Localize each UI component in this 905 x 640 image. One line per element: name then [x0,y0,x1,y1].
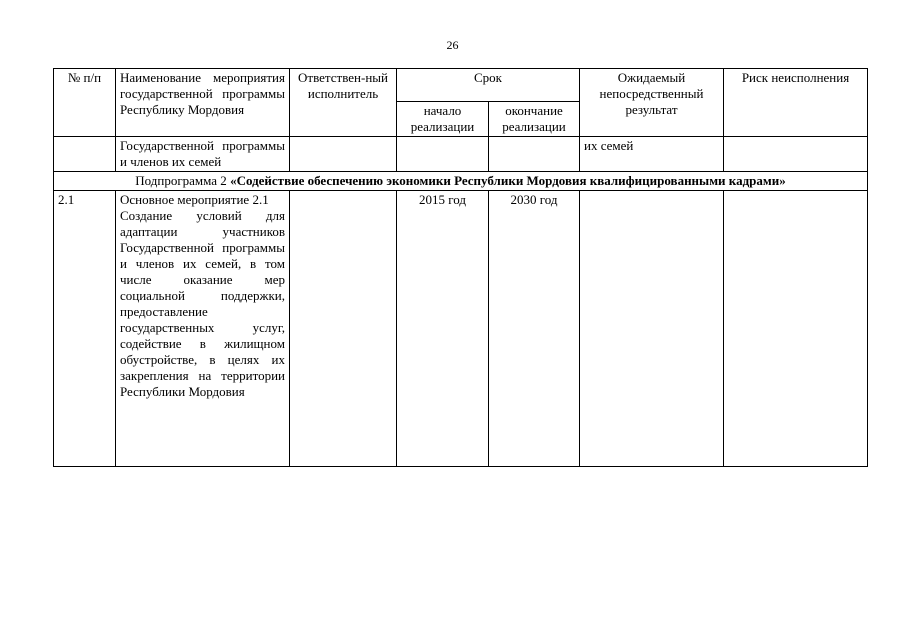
subprogram-row [54,172,868,191]
header-row [54,69,868,102]
cell-num [54,137,116,172]
col-header-term-end: окончание реализации [489,102,580,137]
subprogram-heading [54,172,868,191]
col-header-term: Срок [397,69,580,102]
cell-result: их семей [580,137,724,172]
cell-risk [724,191,868,467]
col-header-responsible: Ответствен-ный исполнитель [290,69,397,137]
cell-num: 2.1 [54,191,116,467]
subprogram-prefix: Подпрограмма 2 [135,173,227,188]
col-header-result: Ожидаемый непосредственный результат [580,69,724,137]
continuation-row [54,137,868,172]
col-header-num: № п/п [54,69,116,137]
activities-table [53,68,868,467]
cell-end: 2030 год [489,191,580,467]
cell-end [489,137,580,172]
page-number: 26 [446,38,459,52]
cell-name: Государственной программы и членов их семей [116,137,290,172]
cell-risk [724,137,868,172]
cell-name [116,191,290,467]
col-header-risk: Риск неисполнения [724,69,868,137]
subprogram-title: «Содействие обеспечению экономики Республики Мордовия квалифицированными кадрами» [230,173,786,188]
col-header-name: Наименование мероприятия государственной программы Республику Мордовия [116,69,290,137]
cell-start [397,137,489,172]
activity-description: Создание условий для адаптации участников Государственной программы и членов их семей, в том числе оказание мер социальной поддержки, предоставление государственных услуг, содействие в жилищном обустройстве, в целях их закрепления на территории Республики Мордовия [120,208,285,399]
activity-title: Основное мероприятие 2.1 [120,192,269,207]
cell-start: 2015 год [397,191,489,467]
col-header-term-start: начало реализации [397,102,489,137]
cell-result [580,191,724,467]
cell-responsible [290,191,397,467]
table-row [54,191,868,467]
cell-responsible [290,137,397,172]
